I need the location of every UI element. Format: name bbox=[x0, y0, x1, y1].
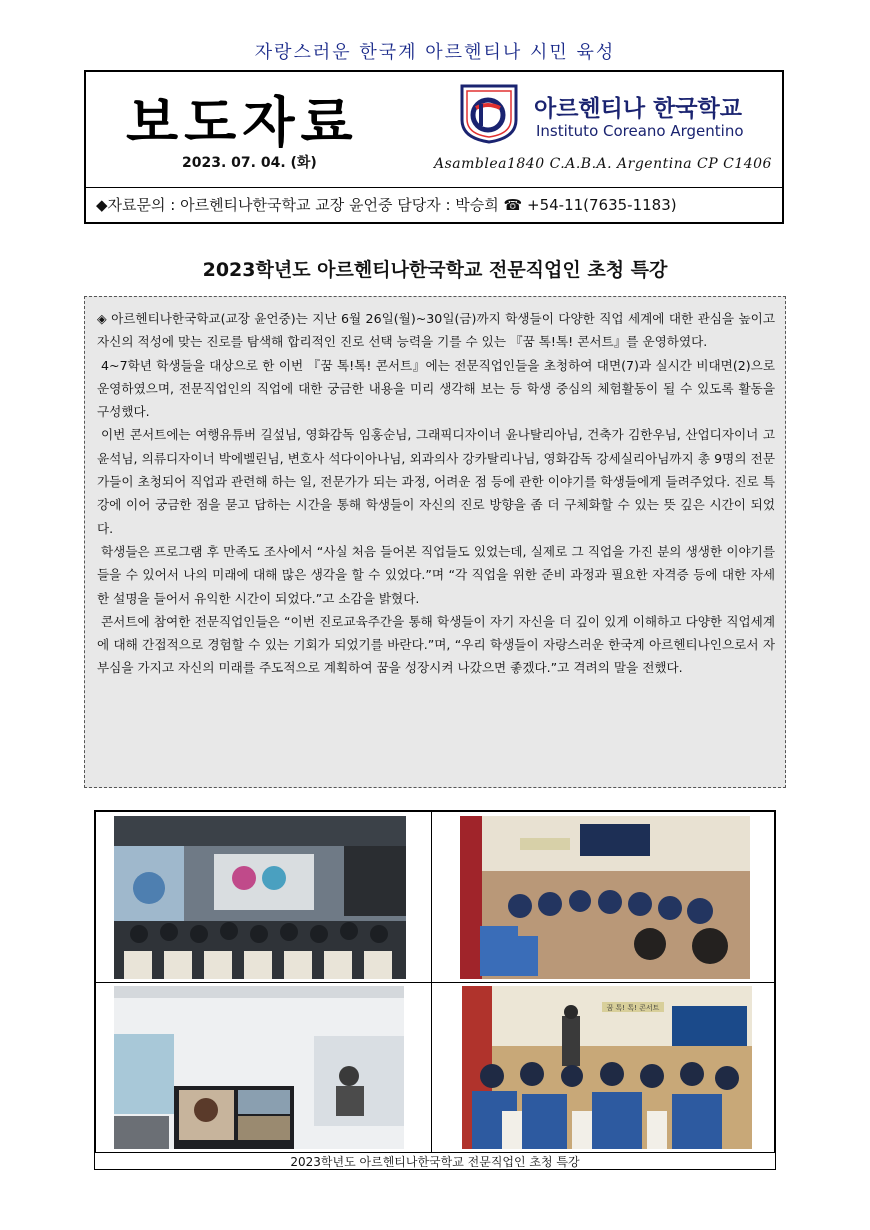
online-session-photo bbox=[114, 986, 404, 1149]
lecture-hall-photo bbox=[114, 816, 406, 979]
paragraph: ◈ 아르헨티나한국학교(교장 윤언중)는 지난 6월 26일(월)~30일(금)까지 학생들이 다양한 직업 세계에 대한 관심을 높이고 자신의 적성에 맞는 진로를 탐색해 합리적인 진로 선택 능력을 기를 수 있는 『꿈 톡!톡! 콘서트』를 운영하였다. bbox=[97, 311, 775, 350]
photo-cell bbox=[95, 982, 432, 1153]
press-header bbox=[84, 70, 784, 224]
photo-cell bbox=[431, 811, 775, 983]
contact-info: ◆자료문의 : 아르헨티나한국학교 교장 윤언중 담당자 : 박승희 ☎ +54-11(7635-1183) bbox=[96, 196, 677, 214]
presenter-lecture-photo bbox=[462, 986, 752, 1149]
press-release-title: 보도자료 bbox=[126, 91, 359, 154]
paragraph: 이번 콘서트에는 여행유튜버 길섶님, 영화감독 임홍순님, 그래픽디자이너 윤나탈리아님, 건축가 김한우님, 산업디자이너 고윤석님, 의류디자이너 박에벨린님, 변호사 석다이아나님, 외과의사 강카탈리나님, 영화감독 강세실리아님까지 총 9명의 전문가들이 초청되어 직업과 관련해 하는 일, 전문가가 되는 과정, 어려운 점 등에 관한 이야기를 학생들에게 들려주었다. 진로 특강에 이어 궁금한 점을 묻고 답하는 시간을 통해 학생들이 자신의 진로 방향을 좀 더 구체화할 수 있는 뜻 깊은 시간이 되었다. bbox=[97, 427, 775, 536]
students-floor-photo bbox=[460, 816, 750, 979]
slide-title: 꿈 톡! 톡! 콘서트 bbox=[606, 1004, 660, 1012]
release-date: 2023. 07. 04. (화) bbox=[182, 155, 317, 171]
paragraph: 4~7학년 학생들을 대상으로 한 이번 『꿈 톡!톡! 콘서트』에는 전문직업인들을 초청하여 대면(7)과 실시간 비대면(2)으로 운영하였으며, 전문직업인의 직업에 대한 궁금한 내용을 미리 생각해 보는 등 학생 중심의 체험활동이 될 수 있도록 활동을 구성했다. bbox=[97, 357, 775, 420]
slogan: 자랑스러운 한국계 아르헨티나 시민 육성 bbox=[254, 42, 616, 63]
paragraph: 학생들은 프로그램 후 만족도 조사에서 “사실 처음 들어본 직업들도 있었는데, 실제로 그 직업을 가진 분의 생생한 이야기를 들을 수 있어서 나의 미래에 대해 많은 생각을 할 수 있었다.”며 “각 직업을 위한 준비 과정과 필요한 자격증 등에 대한 자세한 설명을 들어서 유익한 시간이 되었다.”고 소감을 밝혔다. bbox=[97, 543, 775, 606]
logo-spanish-name: Instituto Coreano Argentino bbox=[536, 122, 744, 140]
article-headline: 2023학년도 아르헨티나한국학교 전문직업인 초청 특강 bbox=[202, 259, 668, 281]
school-address: Asamblea1840 C.A.B.A. Argentina CP C1406 bbox=[434, 156, 772, 172]
school-logo-icon bbox=[458, 82, 520, 144]
photo-cell bbox=[95, 811, 432, 983]
photo-cell bbox=[431, 982, 775, 1153]
header-divider bbox=[86, 187, 782, 188]
photo-grid bbox=[94, 810, 776, 1170]
photo-caption: 2023학년도 아르헨티나한국학교 전문직업인 초청 특강 bbox=[95, 1152, 775, 1171]
paragraph: 콘서트에 참여한 전문직업인들은 “이번 진로교육주간을 통해 학생들이 자기 자신을 더 깊이 있게 이해하고 다양한 직업세계에 대해 간접적으로 경험할 수 있는 기회가 되었기를 바란다.”며, “우리 학생들이 자랑스러운 한국계 아르헨티나인으로서 자부심을 가지고 자신의 미래를 주도적으로 계획하여 꿈을 성장시켜 나갔으면 좋겠다.”고 격려의 말을 전했다. bbox=[97, 613, 775, 676]
article-body bbox=[84, 296, 786, 788]
header-top bbox=[86, 72, 782, 188]
logo-korean-name: 아르헨티나 한국학교 bbox=[534, 96, 742, 122]
